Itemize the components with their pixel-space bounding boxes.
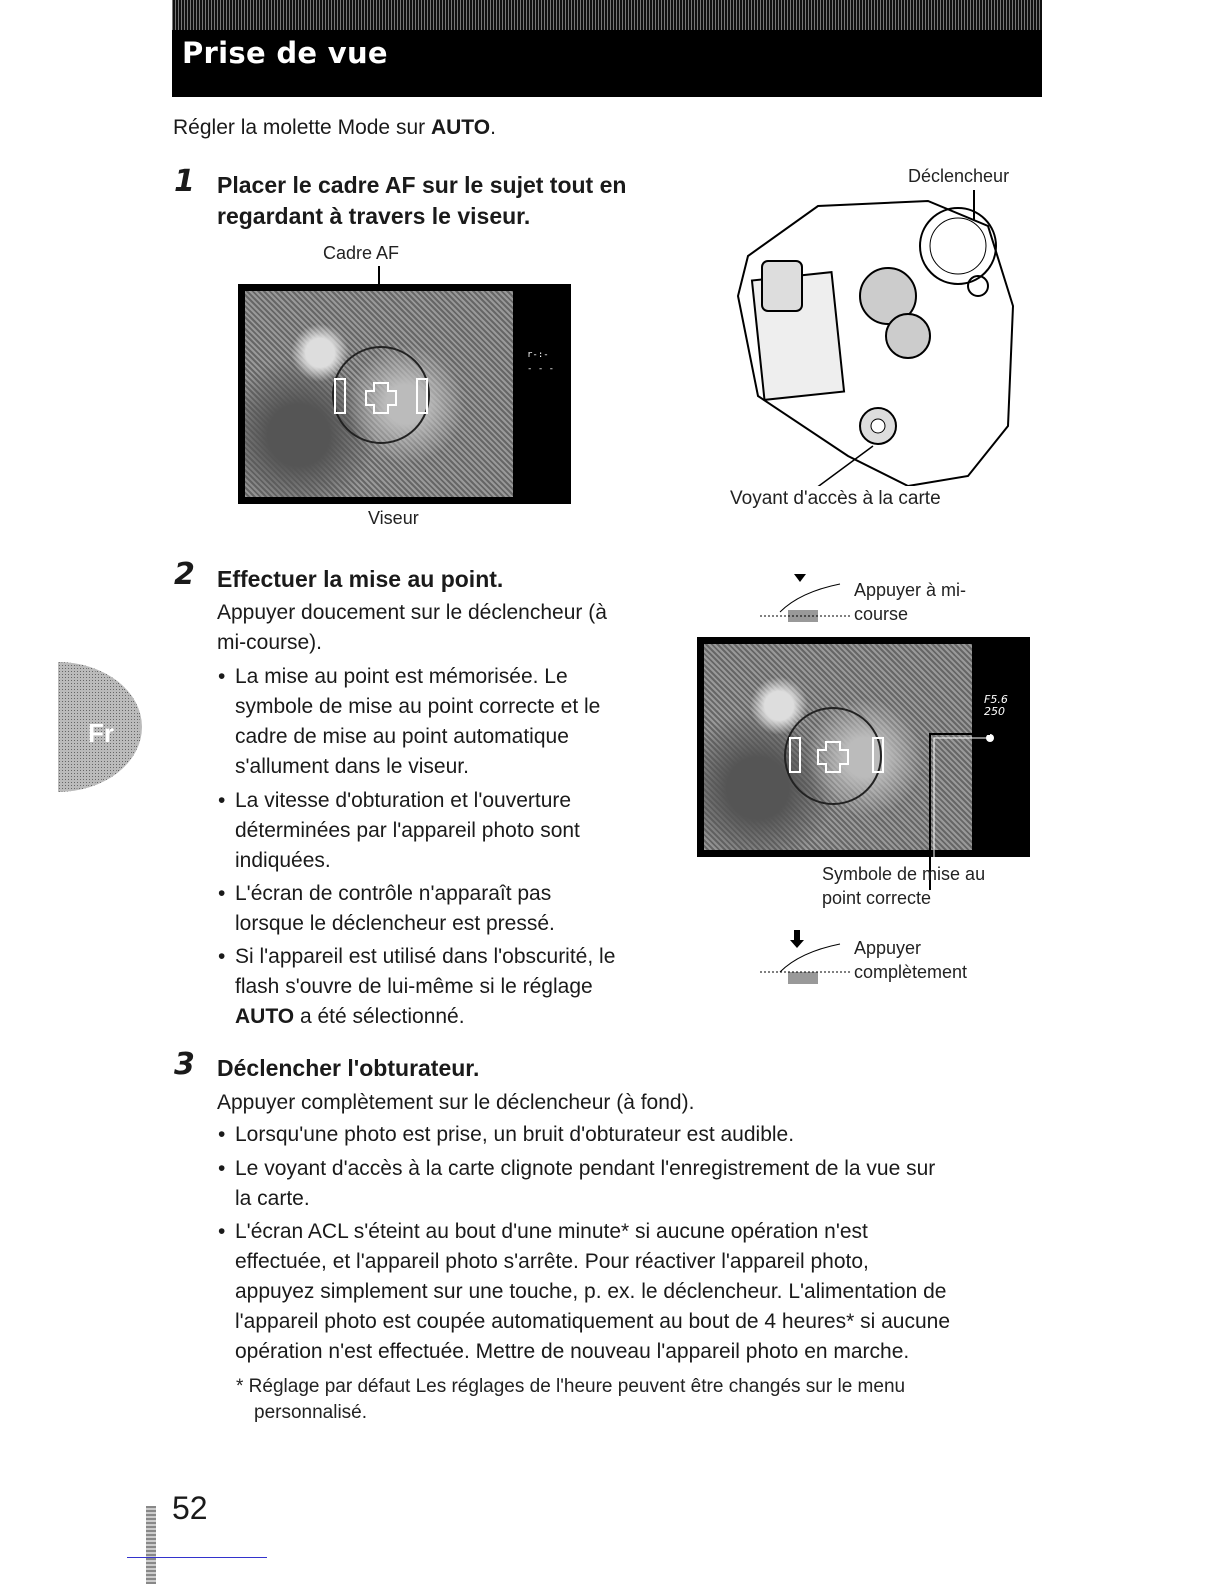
focus-symbol-label: Symbole de mise au point correcte [822, 864, 986, 908]
step-1-number: 1 [174, 164, 195, 199]
step-3-number: 3 [174, 1047, 195, 1082]
step-2-bullet: • L'écran de contrôle n'apparaît pas lorsque le déclencheur est pressé. [218, 882, 555, 935]
step-3-bullet: • Le voyant d'accès à la carte clignote pendant l'enregistrement de la vue sur la carte. [218, 1157, 936, 1210]
intro-line: Régler la molette Mode sur AUTO. [173, 116, 496, 139]
svg-text:r-:-: r-:- [527, 350, 549, 360]
step-2-bullet: • La vitesse d'obturation et l'ouverture déterminées par l'appareil photo sont indiquées. [218, 789, 580, 872]
af-frame-overlay [239, 285, 570, 503]
footer-rule [127, 1557, 267, 1558]
step-3-bullet: • L'écran ACL s'éteint au bout d'une minute* si aucune opération n'est effectuée, et l'appareil photo s'arrête. Pour réactiver l'appareil photo, appuyez simplement sur une touche, p. ex. le déclencheur. L'alimentation de l'appareil photo est coupée automatiquement au bout de 4 heures* si aucune opération n'est effectuée. Mettre de nouveau l'appareil photo en marche. [218, 1220, 951, 1363]
page-marker [146, 1506, 156, 1584]
step-2-description: Appuyer doucement sur le déclencheur (à mi-course). [217, 601, 607, 654]
viewfinder-readout: F5.6 250 [984, 693, 1008, 718]
page-number: 52 [172, 1490, 208, 1526]
step-3-bullet: • Lorsqu'une photo est prise, un bruit d'obturateur est audible. [218, 1123, 795, 1146]
page-title: Prise de vue [182, 36, 388, 70]
step-2-bullet: • La mise au point est mémorisée. Le symbole de mise au point correcte et le cadre de mise au point automatique s'allument dans le viseur. [218, 665, 601, 778]
af-frame-label: Cadre AF [323, 243, 400, 263]
viewfinder-image [238, 284, 571, 504]
step-2-title: Effectuer la mise au point. [217, 566, 504, 592]
step-3-description: Appuyer complètement sur le déclencheur (à fond). [217, 1091, 695, 1114]
svg-text:- - -: - - - [527, 364, 555, 374]
footnote: * Réglage par défaut Les réglages de l'heure peuvent être changés sur le menu personnalisé. [236, 1376, 906, 1423]
step-2-number: 2 [174, 557, 195, 592]
step-1-title: Placer le cadre AF sur le sujet tout en regardant à travers le viseur. [217, 172, 627, 229]
viewfinder-label: Viseur [368, 508, 419, 528]
shutter-label: Déclencheur [908, 166, 1010, 186]
half-press-icon [760, 572, 850, 624]
card-lamp-label: Voyant d'accès à la carte [730, 488, 941, 509]
full-press-icon [760, 928, 850, 986]
half-press-label: Appuyer à mi- course [854, 580, 967, 624]
language-tab-label: Fr [88, 718, 114, 748]
step-3-title: Déclencher l'obturateur. [217, 1055, 480, 1081]
full-press-label: Appuyer complètement [854, 938, 968, 982]
header-pattern [172, 0, 1042, 30]
camera-illustration [728, 186, 1028, 486]
step-2-bullet: • Si l'appareil est utilisé dans l'obscurité, le flash s'ouvre de lui-même si le réglage AUTO a été sélectionné. [218, 945, 616, 1028]
section-header [172, 0, 1042, 97]
